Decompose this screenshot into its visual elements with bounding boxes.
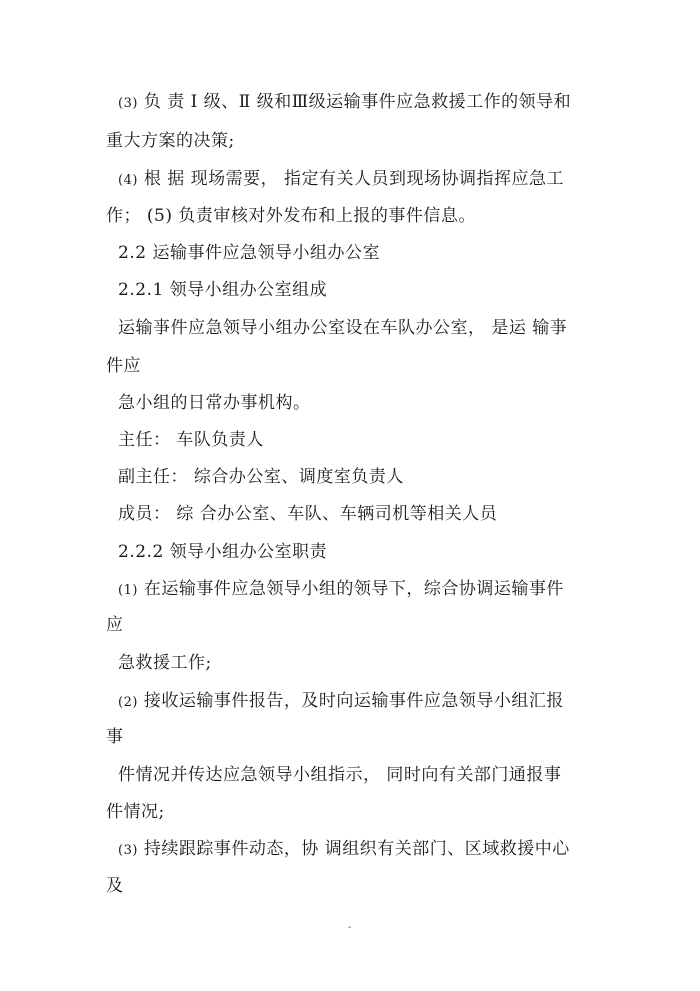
line-text: 作； (5) 负责审核对外发布和上报的事件信息。 (106, 206, 476, 226)
line-text: 接收运输事件报告，及时向运输事件应急领导小组汇报 (137, 691, 564, 711)
item-number: (2) (118, 695, 138, 710)
text-line (118, 764, 561, 786)
text-line (118, 317, 567, 339)
line-text: 件情况并传达应急领导小组指示， 同时向有关部门通报事 (118, 765, 562, 785)
page-number: - (348, 922, 352, 933)
text-line (118, 466, 404, 488)
item-number: (4) (118, 173, 138, 188)
line-text: 根 据 现场需要， 指定有关人员到现场协调指挥应急工 (137, 169, 565, 189)
line-text: 件情况; (106, 802, 165, 822)
text-line (118, 578, 564, 602)
line-text: 事 (106, 727, 124, 747)
text-line (118, 838, 570, 862)
line-text: 成员： 综 合办公室、车队、车辆司机等相关人员 (118, 504, 498, 524)
item-number: (3) (118, 843, 138, 858)
line-text: 负 责 Ⅰ 级、Ⅱ 级和Ⅲ级运输事件应急救援工作的领导和 (137, 92, 572, 112)
item-number: (3) (118, 96, 138, 111)
line-text: 2.2.1 领导小组办公室组成 (118, 280, 328, 300)
line-text: 副主任： 综合办公室、调度室负责人 (118, 467, 404, 487)
section-heading (118, 242, 380, 264)
line-text: 2.2.2 领导小组办公室职责 (118, 542, 328, 562)
text-line (118, 652, 212, 674)
line-text: 件应 (106, 356, 141, 376)
text-line (118, 392, 311, 414)
text-line (118, 429, 264, 451)
text-line (106, 875, 124, 897)
line-text: 及 (106, 876, 124, 896)
line-text: 在运输事件应急领导小组的领导下，综合协调运输事件 (137, 579, 564, 599)
text-line (118, 503, 497, 525)
subsection-heading (118, 541, 327, 563)
subsection-heading (118, 279, 327, 301)
line-text: 运输亊件应急领导小组办公室设在车队办公室， 是运 输亊 (118, 318, 568, 338)
text-line (106, 614, 124, 636)
line-text: 2.2 运输事件应急领导小组办公室 (118, 243, 380, 263)
text-line (106, 205, 476, 227)
line-text: 持续跟踪事件动态，协 调组织有关部门、区域救援中心 (137, 839, 570, 859)
text-line (106, 726, 124, 748)
text-line (118, 91, 571, 115)
line-text: 急救援工作; (118, 653, 212, 673)
item-number: (1) (118, 583, 138, 598)
line-text: 急小组的日常办事机构。 (118, 393, 311, 413)
line-text: 主任： 车队负责人 (118, 430, 264, 450)
text-line (106, 801, 165, 823)
line-text: 应 (106, 615, 124, 635)
line-text: 重大方案的决策; (106, 131, 235, 151)
text-line (106, 355, 141, 377)
text-line (118, 168, 564, 192)
text-line (106, 130, 235, 152)
text-line (118, 690, 564, 714)
